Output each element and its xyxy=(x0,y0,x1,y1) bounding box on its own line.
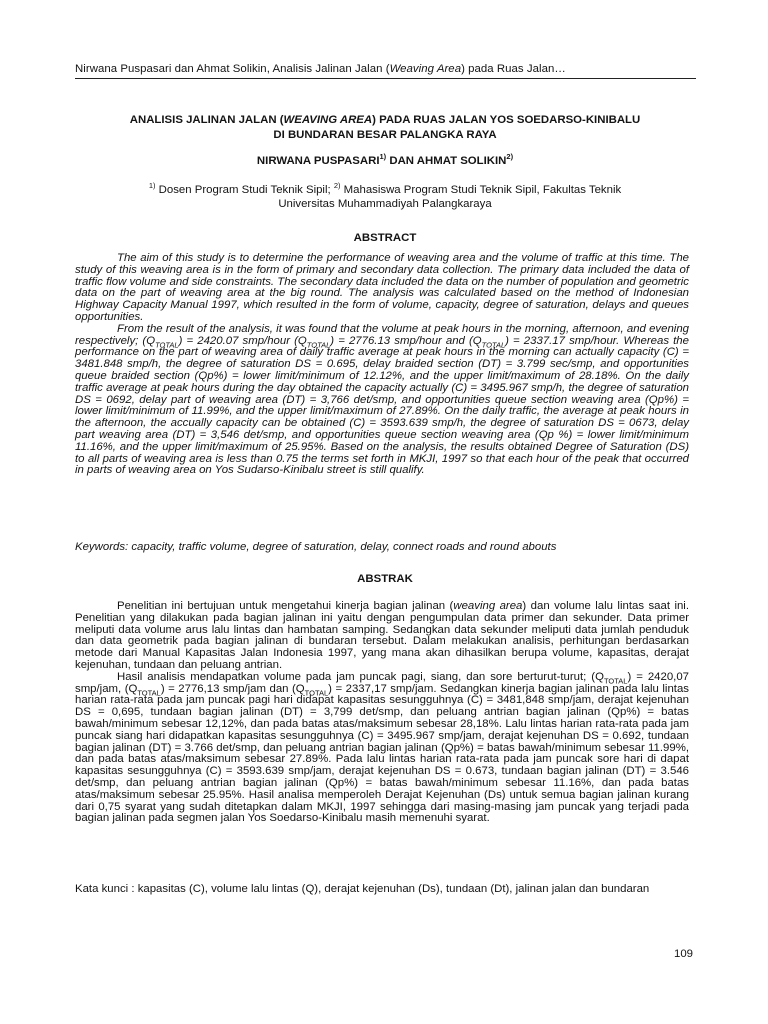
abstract-p2-sub-3: TOTAL xyxy=(481,339,506,349)
abstract-p2-text-d: ) = 2337.17 smp/hour. Whereas the performance on the part of weaving area of daily traffic average at peak hours in the morning can actually capacity (C) = 3481.848 smp/h, the degree of saturation DS = 0.695, delay braided section (DT) = 3.799 sec/smp, and opportunities queue braided section (Qp%) = lower limit/minimum of 12.12%, and the upper limit/maximum of 28.18%. On the daily traffic average at peak hours during the day obtained the capacity actually (C) = 3495.967 smp/h, the degree of saturation DS = 0692, delay part of weaving area (DT) = 3,766 det/smp, and opportunities queue section weaving area (Qp%) = lower limit/minimum of 11.99%, and the upper limit/maximum of 27.89%. On the daily traffic, the average at peak hours in the afternoon, the accually capacity can be obtained (C) = 3593.639 smp/h, the degree of saturation DS = 0673, delay part weaving area (DT) = 3,546 det/smp, and opportunities queue section weaving area (Qp %) = lower limit/minimum 11.16%, and the upper limit/maximum of 25.95%. Based on the analysis, the results obtained Degree of Saturation (DS) to all parts of weaving area is less than 0.75 the terms set forth in MKJI, 1997 so that each hour of the peak that occurred in parts of weaving area on Yos Sudarso-Kinibalu street is still qualify. xyxy=(75,334,689,477)
abstrak-p2-sub-2: TOTAL xyxy=(137,687,161,697)
header-rule xyxy=(75,78,696,79)
author-1: NIRWANA PUSPASARI xyxy=(256,155,380,167)
affiliation-line-1 xyxy=(75,183,695,197)
abstrak-p2-text-c: ) = 2776,13 smp/jam dan (Q xyxy=(160,682,305,695)
abstrak-heading: ABSTRAK xyxy=(357,573,413,585)
page-number: 109 xyxy=(673,948,693,960)
abstrak-p1-text-b: ) dan volume lalu lintas saat ini. Penelitian yang dilakukan pada bagian jalinan ini yaitu dengan pengumpulan data primer dan sekunder. Data primer meliputi data volume arus lalu lintas dan hambatan samping. Sedangkan data sekunder meliputi data jumlah penduduk dan data geometrik pada bagian jalinan di bundaran tersebut. Dalam melakukan analisis, perhitungan berdasarkan metode dari Manual Kapasitas Jalan Indonesia 1997, yang mana akan dihasilkan berupa volume, kapasitas, derajat kejenuhan, tundaan dan peluang antrian. xyxy=(75,600,689,671)
abstract-paragraph-2 xyxy=(75,324,689,477)
abstract-body xyxy=(75,253,689,477)
title-italic: WEAVING AREA xyxy=(283,114,373,126)
affil-marker-2: 2) xyxy=(333,181,341,191)
affil-text-2: Mahasiswa Program Studi Teknik Sipil, Fakultas Teknik xyxy=(340,184,622,196)
abstrak-p2-text-b: ) = 2420,07 smp/jam, (Q xyxy=(75,670,690,695)
running-header-text-a: Nirwana Puspasari dan Ahmat Solikin, Analisis Jalinan Jalan ( xyxy=(75,63,390,75)
kata-kunci-text: kapasitas (C), volume lalu lintas (Q), derajat kejenuhan (Ds), tundaan (Dt), jalinan jalan dan bundaran xyxy=(137,883,650,895)
abstrak-paragraph-1 xyxy=(75,601,689,672)
authors xyxy=(75,154,695,168)
abstract-p2-sub-1: TOTAL xyxy=(155,339,179,349)
abstrak-paragraph-2 xyxy=(75,672,689,825)
running-header xyxy=(75,63,695,75)
abstract-p2-sub-2: TOTAL xyxy=(306,339,331,349)
abstrak-p2-text-a: Hasil analisis mendapatkan volume pada jam puncak pagi, siang, dan sore berturut-turut; (Q xyxy=(117,670,604,683)
abstract-heading: ABSTRACT xyxy=(353,232,417,244)
affil-text-1: Dosen Program Studi Teknik Sipil; xyxy=(155,184,334,196)
paper-title xyxy=(75,113,695,143)
author-connector: DAN AHMAT SOLIKIN xyxy=(386,155,507,167)
running-header-text-b: ) pada Ruas Jalan… xyxy=(461,63,566,75)
running-header-italic: Weaving Area xyxy=(389,63,462,75)
affiliation-line-2: Universitas Muhammadiyah Palangkaraya xyxy=(278,198,492,210)
title-part-a: ANALISIS JALINAN JALAN ( xyxy=(129,114,284,126)
abstract-p2-text-a: From the result of the analysis, it was found that the volume at peak hours in the morning, afternoon, and evening respectively; (Q xyxy=(75,322,689,347)
abstrak-p2-sub-1: TOTAL xyxy=(603,676,628,686)
title-part-b: ) PADA RUAS JALAN YOS SOEDARSO-KINIBALU xyxy=(372,114,641,126)
abstrak-body xyxy=(75,601,689,825)
abstract-p2-text-c: ) = 2776.13 smp/hour and (Q xyxy=(330,334,482,347)
abstrak-p1-italic: weaving area xyxy=(453,600,523,612)
author-2-marker: 2) xyxy=(506,152,514,162)
abstract-paragraph-1: The aim of this study is to determine the performance of weaving area and the volume of traffic at this time. The study of this weaving area is in the form of primary and secondary data collection. The primary data included the data of traffic flow volume and side constraints. The secondary data included the data on the number of population and geometric data on the part of weaving area at the big round. The analysis was calculated based on the method of Indonesian Highway Capacity Manual 1997, which resulted in the form of volume, capacity, degree of saturation, delays and queues opportunities. xyxy=(75,252,689,323)
keywords: Keywords: capacity, traffic volume, degree of saturation, delay, connect roads and round abouts xyxy=(75,541,557,553)
kata-kunci xyxy=(75,883,695,896)
affiliations xyxy=(75,183,695,211)
abstrak-p2-sub-3: TOTAL xyxy=(304,687,329,697)
kata-kunci-label: Kata kunci : xyxy=(75,883,138,895)
abstrak-p2-text-d: ) = 2337,17 smp/jam. Sedangkan kinerja bagian jalinan pada lalu lintas harian rata-rata pada jam puncak pagi hari didapat kapasitas sesungguhnya (C) = 3481,848 smp/jam, derajat kejenuhan DS = 0,695, tundaan bagian jalinan (DT) = 3,799 det/smp, dan peluang antrian bagian jalinan (Qp%) = batas bawah/minimum sebesar 12,12%, dan pada batas atas/maksimum sebesar 28,18%. Lalu lintas harian rata-rata pada jam puncak siang hari didapatkan kapasitas sesungguhnya (C) = 3495.967 smp/jam, derajat kejenuhan DS = 0.692, tundaan bagian jalinan (DT) = 3.766 det/smp, dan peluang antrian bagian jalinan (Qp%) = batas bawah/minimum sebesar 11.99%, dan pada batas atas/maksimum sebesar 27.89%. Pada lalu lintas harian rata-rata pada jam puncak sore hari di dapat kapasitas sesungguhnya (C) = 3593.639 smp/jam, derajat kejenuhan DS = 0.673, tundaan bagian jalinan (DT) = 3.546 det/smp, dan peluang antrian bagian jalinan (Qp%) = batas bawah/minimum sebesar 11.16%, dan pada batas atas/maksimum sebesar 25.95%. Hasil analisa memperoleh Derajat Kejenuhan (Ds) untuk semua bagian jalinan kurang dari 0,75 syarat yang sudah ditetapkan dalam MKJI, 1997 sehingga dari masing-masing jam puncak yang terjadi pada bagian jalinan pada segmen jalan Yos Soedarso-Kinibalu masih memenuhi syarat. xyxy=(75,682,689,825)
abstract-p2-text-b: ) = 2420.07 smp/hour (Q xyxy=(178,334,307,347)
abstrak-p1-text-a: Penelitian ini bertujuan untuk mengetahui kinerja bagian jalinan ( xyxy=(117,600,454,612)
affil-marker-1: 1) xyxy=(148,181,156,191)
title-line-1 xyxy=(75,113,695,128)
title-line-2: DI BUNDARAN BESAR PALANGKA RAYA xyxy=(273,129,497,141)
author-1-marker: 1) xyxy=(379,152,387,162)
